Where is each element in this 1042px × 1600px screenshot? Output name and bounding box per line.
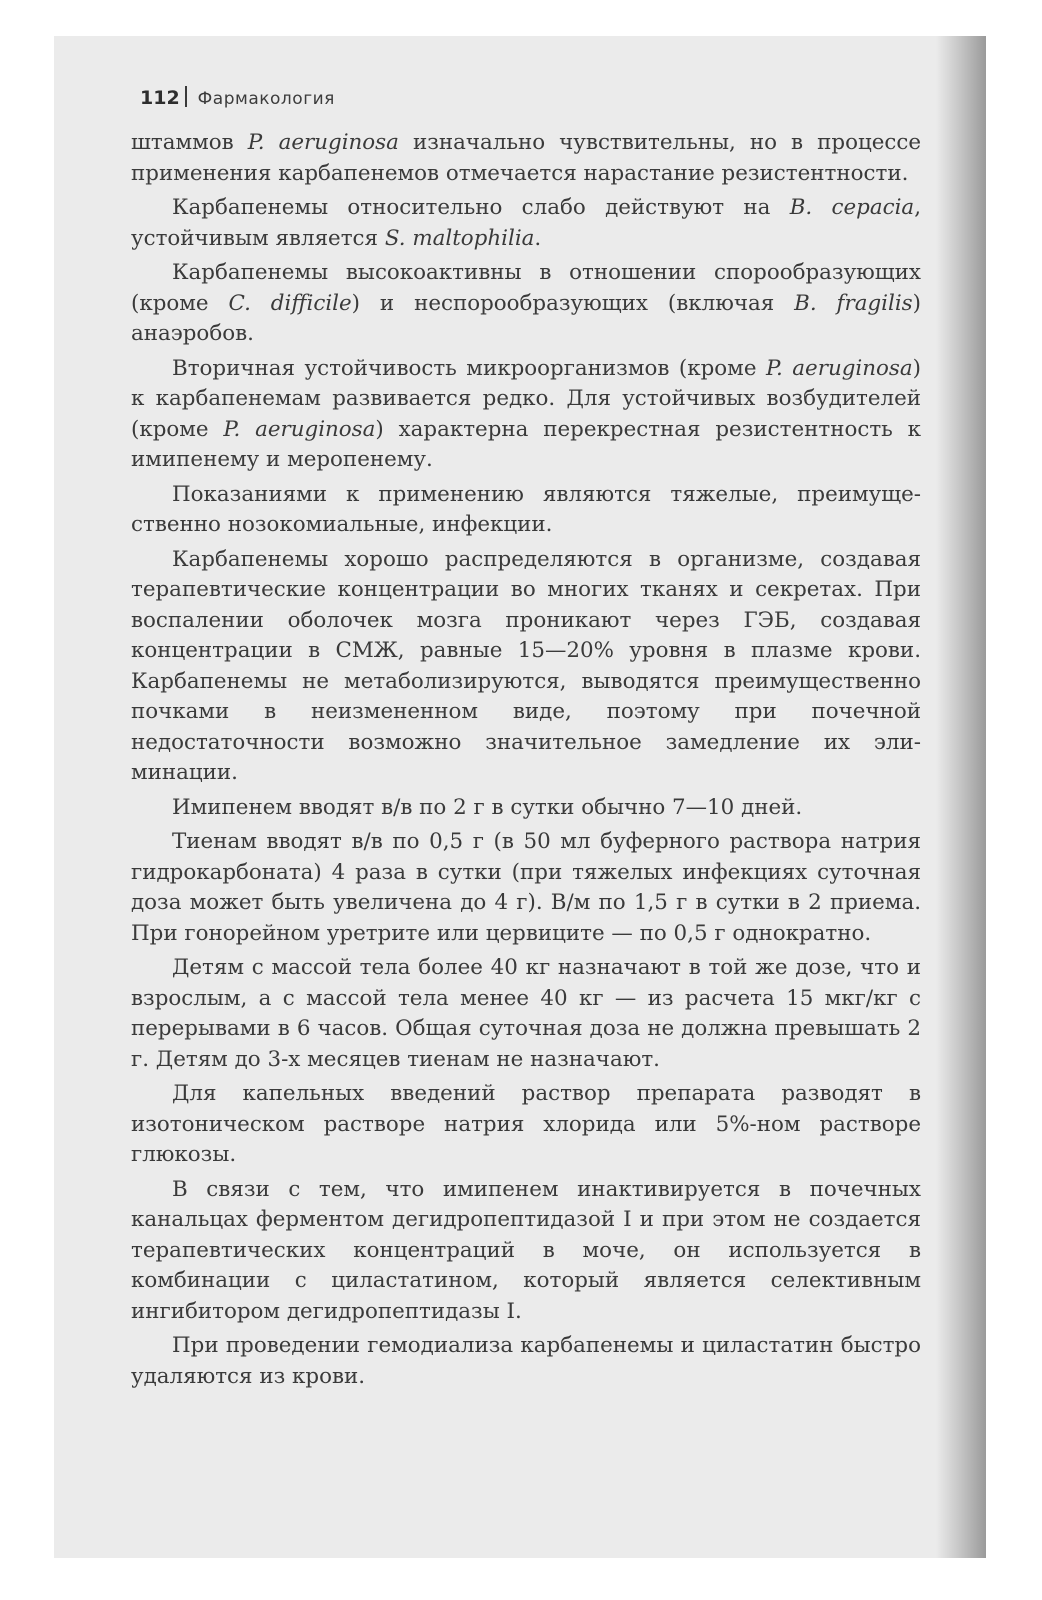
paragraph-text: Имипенем вводят в/в по 2 г в сутки обычно 7—10 дней. — [172, 794, 803, 820]
paragraph-text: Показаниями к применению являются тяжелые, преимущественно нозокомиальные, инфекции. — [131, 481, 921, 537]
paragraph-text: штаммов — [131, 130, 248, 155]
paragraph-text: Карбапенемы относительно слабо действуют на — [172, 195, 790, 220]
body-text — [131, 128, 921, 1396]
paragraph-text: Карбапенемы хорошо распределяются в организме, создавая терапевтические концентрации во многих тканях и секретах. При воспалении оболочек мозга проникают через ГЭБ, создавая концентрации в СМЖ, равные 15—20% уровня в плазме крови. Карбапенемы не метаболизируются, выводятся преимущественно почками в неизмененном виде, поэтому при почечной недостаточности возможно значительное замедление их элиминации. — [131, 546, 921, 785]
paragraph — [131, 128, 921, 189]
running-title: Фармакология — [197, 89, 335, 109]
paragraph-text: При проведении гемодиализа карбапенемы и циластатин быстро удаляются из крови. — [131, 1333, 921, 1389]
paragraph-text: Тиенам вводят в/в по 0,5 г (в 50 мл буферного раствора натрия гидрокарбоната) 4 раза в сутки (при тяжелых инфекциях суточная доза может быть увеличена до 4 г). В/м по 1,5 г в сутки в 2 приема. При гонорейном уретрите или цервиците — по 0,5 г однократно. — [131, 829, 921, 946]
paragraph — [131, 193, 921, 254]
species-name: C. difficile — [228, 290, 352, 316]
paragraph — [131, 354, 921, 476]
page-number: 112 — [140, 87, 180, 109]
paragraph-text: ) характерна перекрестная резистентность к имипенему и меропенему. — [131, 416, 921, 472]
paragraph — [131, 827, 921, 949]
paragraph-text: ) анаэробов. — [131, 290, 922, 346]
paragraph-text: . — [534, 225, 542, 251]
paragraph-text: ) и неспорообразующих (включая — [351, 290, 795, 316]
species-name: B. cepacia — [789, 195, 915, 220]
paragraph — [131, 1079, 921, 1171]
scanned-page — [54, 36, 986, 1558]
paragraph-text: Детям с массой тела более 40 кг назначают в той же дозе, что и взрослым, а с массой тела менее 40 кг — из расчета 15 мкг/кг с перерывами в 6 часов. Общая суточная доза не должна превышать 2 г. Детям до 3-х месяцев тиенам не назначают. — [131, 955, 921, 1072]
paragraph — [131, 258, 921, 350]
paragraph-text: Карбапенемы высокоактивны в отношении спорообразующих (кроме — [131, 260, 921, 316]
species-name: P. aeruginosa — [765, 355, 913, 381]
paragraph-text: Вторичная устойчивость микроорганизмов (кроме — [172, 355, 766, 381]
paragraph-text: ) к карбапенемам развивается редко. Для устойчивых возбудителей (кроме — [131, 355, 921, 442]
species-name: S. maltophilia — [384, 225, 535, 251]
species-name: P. aeruginosa — [223, 416, 376, 442]
species-name: B. fragilis — [794, 290, 913, 316]
header-separator — [185, 86, 187, 107]
paragraph-text: изначально чувствительны, но в процессе применения карбапенемов отмечается нарастание резистентности. — [131, 130, 921, 186]
binding-shadow — [936, 36, 986, 1558]
paragraph — [131, 480, 921, 541]
paragraph-text: В связи с тем, что имипенем инактивируется в почечных канальцах ферментом дегидропептидазой I и при этом не создается терапевтических концентраций в моче, он используется в комбинации с циластатином, который является селективным ингибитором дегидропептидазы I. — [131, 1176, 921, 1324]
paragraph — [131, 953, 921, 1075]
paragraph — [131, 1331, 921, 1392]
paragraph — [131, 793, 921, 824]
paragraph-text: Для капельных введений раствор препарата разводят в изотоническом растворе натрия хлорида или 5%-ном растворе глюкозы. — [131, 1081, 921, 1167]
paragraph-text: , устойчивым является — [131, 195, 921, 251]
page-header — [140, 86, 335, 112]
species-name: P. aeruginosa — [247, 130, 399, 155]
paragraph — [131, 1175, 921, 1328]
paragraph — [131, 545, 921, 789]
